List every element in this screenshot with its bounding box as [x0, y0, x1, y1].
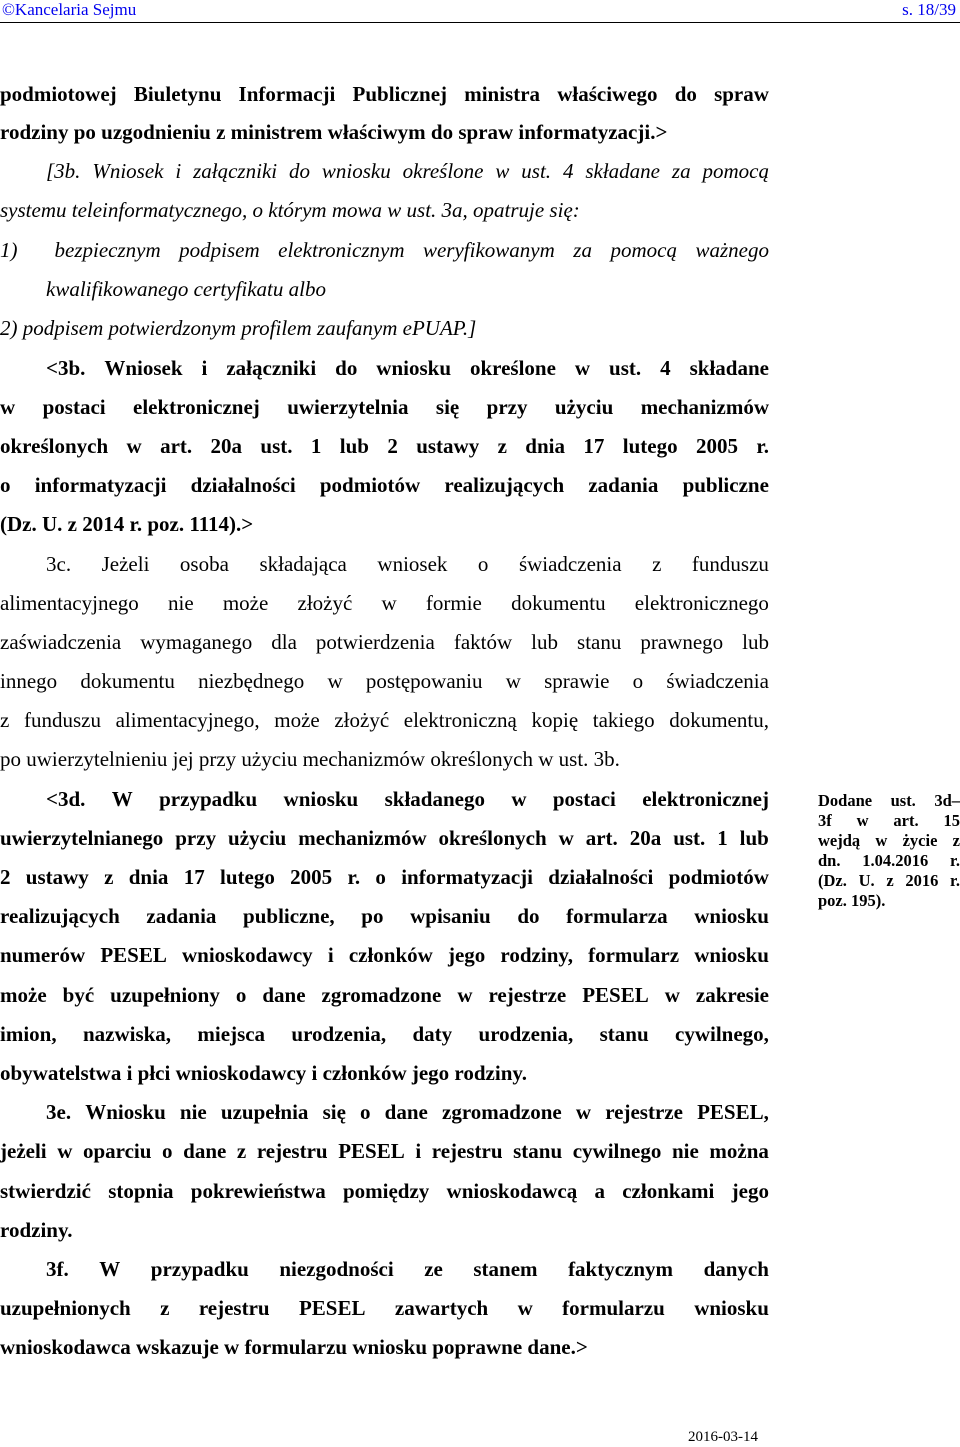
body-line: obywatelstwa i płci wnioskodawcy i członków jego rodziny. — [0, 1061, 527, 1085]
body-line: imion, nazwiska, miejsca urodzenia, daty urodzenia, stanu cywilnego, — [0, 1022, 769, 1046]
body-line: podmiotowej Biuletynu Informacji Publicznej ministra właściwego do spraw — [0, 82, 769, 106]
body-line: wnioskodawca wskazuje w formularzu wniosku poprawne dane.> — [0, 1335, 588, 1359]
body-line: innego dokumentu niezbędnego w postępowaniu w sprawie o świadczenia — [0, 669, 769, 693]
body-line: może być uzupełniony o dane zgromadzone w rejestrze PESEL w zakresie — [0, 983, 769, 1007]
body-line: rodziny po uzgodnieniu z ministrem właściwym do spraw informatyzacji.> — [0, 120, 668, 144]
body-line: alimentacyjnego nie może złożyć w formie dokumentu elektronicznego — [0, 591, 769, 615]
body-line: jeżeli w oparciu o dane z rejestru PESEL i rejestru stanu cywilnego nie można — [0, 1139, 769, 1163]
page-header — [0, 0, 960, 23]
body-line: rodziny. — [0, 1218, 73, 1242]
body-line: systemu teleinformatycznego, o którym mowa w ust. 3a, opatruje się: — [0, 198, 580, 222]
side-note-line: (Dz. U. z 2016 r. — [818, 871, 960, 890]
body-line: zaświadczenia wymaganego dla potwierdzenia faktów lub stanu prawnego lub — [0, 630, 769, 654]
page-number: s. 18/39 — [902, 0, 956, 19]
body-line: [3b. Wniosek i załączniki do wniosku określone w ust. 4 składane za pomocą — [46, 159, 769, 183]
body-line: uwierzytelnianego przy użyciu mechanizmów określonych w art. 20a ust. 1 lub — [0, 826, 769, 850]
body-line: określonych w art. 20a ust. 1 lub 2 ustawy z dnia 17 lutego 2005 r. — [0, 434, 769, 458]
body-line: w postaci elektronicznej uwierzytelnia się przy użyciu mechanizmów — [0, 395, 769, 419]
side-note-line: wejdą w życie z — [818, 831, 960, 850]
body-line: o informatyzacji działalności podmiotów realizujących zadania publiczne — [0, 473, 769, 497]
body-line: 2 ustawy z dnia 17 lutego 2005 r. o informatyzacji działalności podmiotów — [0, 865, 769, 889]
side-note-line: 3f w art. 15 — [818, 811, 960, 830]
body-line: kwalifikowanego certyfikatu albo — [46, 277, 326, 301]
body-line: numerów PESEL wnioskodawcy i członków jego rodziny, formularz wniosku — [0, 943, 769, 967]
body-line: 3f. W przypadku niezgodności ze stanem faktycznym danych — [46, 1257, 769, 1281]
body-line: 1) bezpiecznym podpisem elektronicznym weryfikowanym za pomocą ważnego — [0, 238, 769, 262]
body-line: z funduszu alimentacyjnego, może złożyć elektroniczną kopię takiego dokumentu, — [0, 708, 769, 732]
body-line: 2) podpisem potwierdzonym profilem zaufanym ePUAP.] — [0, 316, 477, 340]
body-line: po uwierzytelnieniu jej przy użyciu mechanizmów określonych w ust. 3b. — [0, 747, 620, 771]
side-note-line: poz. 195). — [818, 891, 886, 910]
body-line: 3c. Jeżeli osoba składająca wniosek o świadczenia z funduszu — [46, 552, 769, 576]
body-line: 3e. Wniosku nie uzupełnia się o dane zgromadzone w rejestrze PESEL, — [46, 1100, 769, 1124]
body-line: stwierdzić stopnia pokrewieństwa pomiędzy wnioskodawcą a członkami jego — [0, 1179, 769, 1203]
side-note-line: Dodane ust. 3d– — [818, 791, 960, 810]
body-line: (Dz. U. z 2014 r. poz. 1114).> — [0, 512, 254, 536]
body-line: <3b. Wniosek i załączniki do wniosku określone w ust. 4 składane — [46, 356, 769, 380]
source-link[interactable]: ©Kancelaria Sejmu — [2, 0, 137, 19]
side-note-line: dn. 1.04.2016 r. — [818, 851, 960, 870]
footer-date: 2016-03-14 — [688, 1429, 758, 1445]
side-note — [818, 791, 960, 911]
body-line: uzupełnionych z rejestru PESEL zawartych w formularzu wniosku — [0, 1296, 769, 1320]
body-line: <3d. W przypadku wniosku składanego w postaci elektronicznej — [46, 787, 769, 811]
body-line: realizujących zadania publiczne, po wpisaniu do formularza wniosku — [0, 904, 769, 928]
